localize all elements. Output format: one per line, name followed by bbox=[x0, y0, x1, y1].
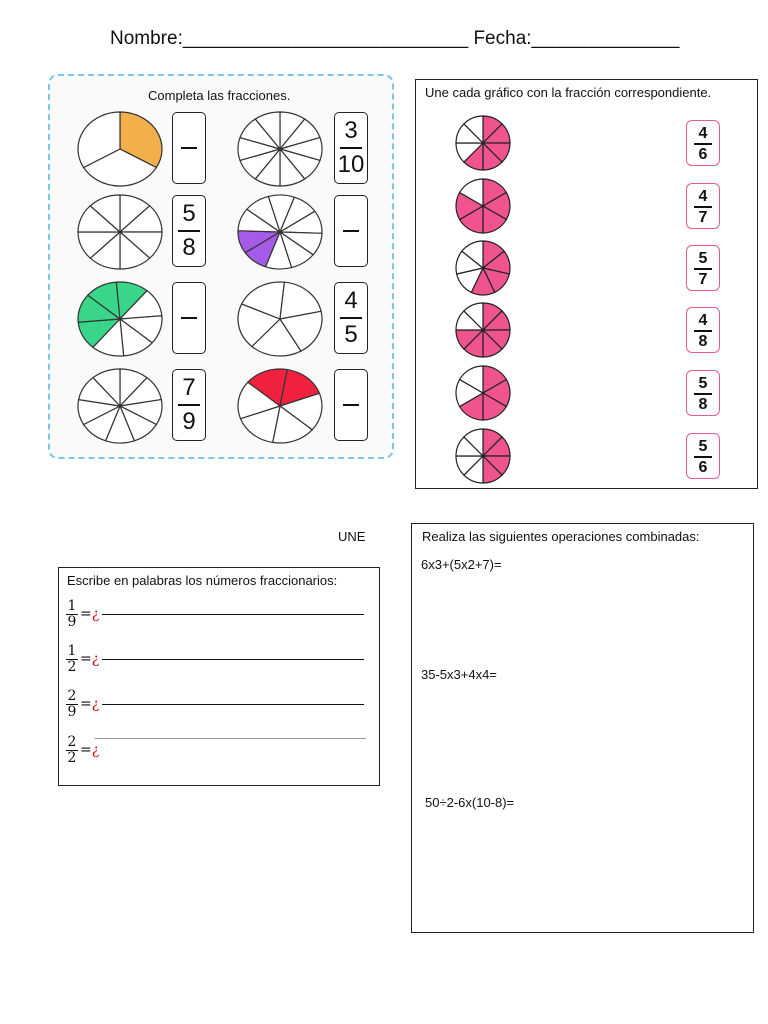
fraction-circle bbox=[454, 364, 512, 422]
question-mark: ¿ bbox=[91, 742, 100, 758]
denominator: 7 bbox=[698, 271, 708, 288]
fraction-circle bbox=[454, 239, 512, 297]
nombre-label: Nombre: bbox=[110, 28, 183, 49]
numerator: 4 bbox=[698, 312, 708, 329]
operation-2: 35-5x3+4x4= bbox=[421, 667, 497, 682]
answer-line[interactable] bbox=[102, 704, 364, 705]
equals-sign: = bbox=[80, 651, 92, 667]
question-mark: ¿ bbox=[91, 696, 100, 712]
numerator: 5 bbox=[698, 438, 708, 455]
answer-numerator: 5 bbox=[182, 200, 196, 227]
answer-box[interactable] bbox=[334, 282, 368, 354]
word-fraction bbox=[66, 688, 100, 720]
fraction-bar bbox=[694, 206, 712, 208]
answer-box[interactable] bbox=[172, 195, 206, 267]
answer-box[interactable] bbox=[334, 112, 368, 184]
fraction-circle bbox=[76, 280, 164, 358]
numerator: 1 bbox=[67, 598, 77, 614]
numerator: 2 bbox=[67, 688, 77, 704]
fraction-bar bbox=[178, 404, 200, 406]
fraction-bar bbox=[694, 143, 712, 145]
numerator: 5 bbox=[698, 250, 708, 267]
numerator: 4 bbox=[698, 188, 708, 205]
operaciones-panel bbox=[411, 523, 754, 933]
denominator: 8 bbox=[698, 396, 708, 413]
completa-title: Completa las fracciones. bbox=[148, 88, 291, 103]
word-fraction bbox=[66, 643, 100, 675]
nombre-field[interactable]: ___________________________ bbox=[182, 28, 469, 49]
answer-box[interactable] bbox=[334, 195, 368, 267]
denominator: 6 bbox=[698, 146, 708, 163]
blank-dash bbox=[343, 404, 359, 406]
numerator: 5 bbox=[698, 375, 708, 392]
answer-denominator: 8 bbox=[182, 234, 196, 261]
fraction-circle bbox=[236, 280, 324, 358]
header bbox=[110, 28, 679, 50]
blank-dash bbox=[343, 230, 359, 232]
answer-numerator: 3 bbox=[344, 117, 358, 144]
fraction-bar bbox=[694, 330, 712, 332]
numerator: 2 bbox=[67, 734, 77, 750]
equals-sign: = bbox=[80, 696, 92, 712]
match-fraction[interactable] bbox=[686, 120, 720, 166]
operaciones-title: Realiza las siguientes operaciones combinadas: bbox=[422, 529, 700, 544]
fraction-bar bbox=[694, 268, 712, 270]
answer-line[interactable] bbox=[102, 659, 364, 660]
fraction-circle bbox=[76, 367, 164, 445]
answer-box[interactable] bbox=[172, 282, 206, 354]
equals-sign: = bbox=[80, 742, 92, 758]
match-fraction[interactable] bbox=[686, 433, 720, 479]
fraction-circle bbox=[454, 177, 512, 235]
operation-1: 6x3+(5x2+7)= bbox=[421, 557, 502, 572]
palabras-panel bbox=[58, 567, 380, 786]
equals-sign: = bbox=[80, 606, 92, 622]
question-mark: ¿ bbox=[91, 606, 100, 622]
denominator: 7 bbox=[698, 209, 708, 226]
match-fraction[interactable] bbox=[686, 307, 720, 353]
numerator: 1 bbox=[67, 643, 77, 659]
fraction-circle bbox=[76, 193, 164, 271]
denominator: 9 bbox=[67, 704, 77, 720]
match-fraction[interactable] bbox=[686, 183, 720, 229]
answer-denominator: 9 bbox=[182, 408, 196, 435]
fecha-field[interactable]: ______________ bbox=[531, 28, 680, 49]
word-fraction bbox=[66, 598, 100, 630]
match-fraction[interactable] bbox=[686, 370, 720, 416]
answer-denominator: 5 bbox=[344, 321, 358, 348]
fraction-bar bbox=[340, 147, 362, 149]
answer-box[interactable] bbox=[172, 112, 206, 184]
denominator: 9 bbox=[67, 614, 77, 630]
fraction-bar bbox=[694, 456, 712, 458]
blank-dash bbox=[181, 147, 197, 149]
fecha-label: Fecha: bbox=[473, 28, 532, 49]
denominator: 6 bbox=[698, 459, 708, 476]
denominator: 2 bbox=[67, 750, 77, 766]
une-title: Une cada gráfico con la fracción correspondiente. bbox=[425, 85, 712, 100]
fraction-circle bbox=[454, 114, 512, 172]
fraction-circle bbox=[454, 301, 512, 359]
fraction-circle bbox=[236, 367, 324, 445]
word-fraction bbox=[66, 734, 100, 766]
fraction-circle bbox=[76, 110, 164, 188]
une-label: UNE bbox=[338, 529, 366, 544]
match-fraction[interactable] bbox=[686, 245, 720, 291]
numerator: 4 bbox=[698, 125, 708, 142]
palabras-title: Escribe en palabras los números fraccionarios: bbox=[67, 573, 338, 588]
answer-box[interactable] bbox=[334, 369, 368, 441]
answer-numerator: 7 bbox=[182, 374, 196, 401]
fraction-bar bbox=[340, 317, 362, 319]
fraction-bar bbox=[694, 393, 712, 395]
fraction-circle bbox=[236, 110, 324, 188]
answer-box[interactable] bbox=[172, 369, 206, 441]
question-mark: ¿ bbox=[91, 651, 100, 667]
fraction-bar bbox=[178, 230, 200, 232]
answer-line[interactable] bbox=[95, 738, 366, 739]
denominator: 8 bbox=[698, 333, 708, 350]
fraction-circle bbox=[236, 193, 324, 271]
answer-numerator: 4 bbox=[344, 287, 358, 314]
answer-denominator: 10 bbox=[337, 151, 365, 178]
fraction-circle bbox=[454, 427, 512, 485]
operation-3: 50÷2-6x(10-8)= bbox=[425, 795, 515, 810]
denominator: 2 bbox=[67, 659, 77, 675]
blank-dash bbox=[181, 317, 197, 319]
answer-line[interactable] bbox=[102, 614, 364, 615]
